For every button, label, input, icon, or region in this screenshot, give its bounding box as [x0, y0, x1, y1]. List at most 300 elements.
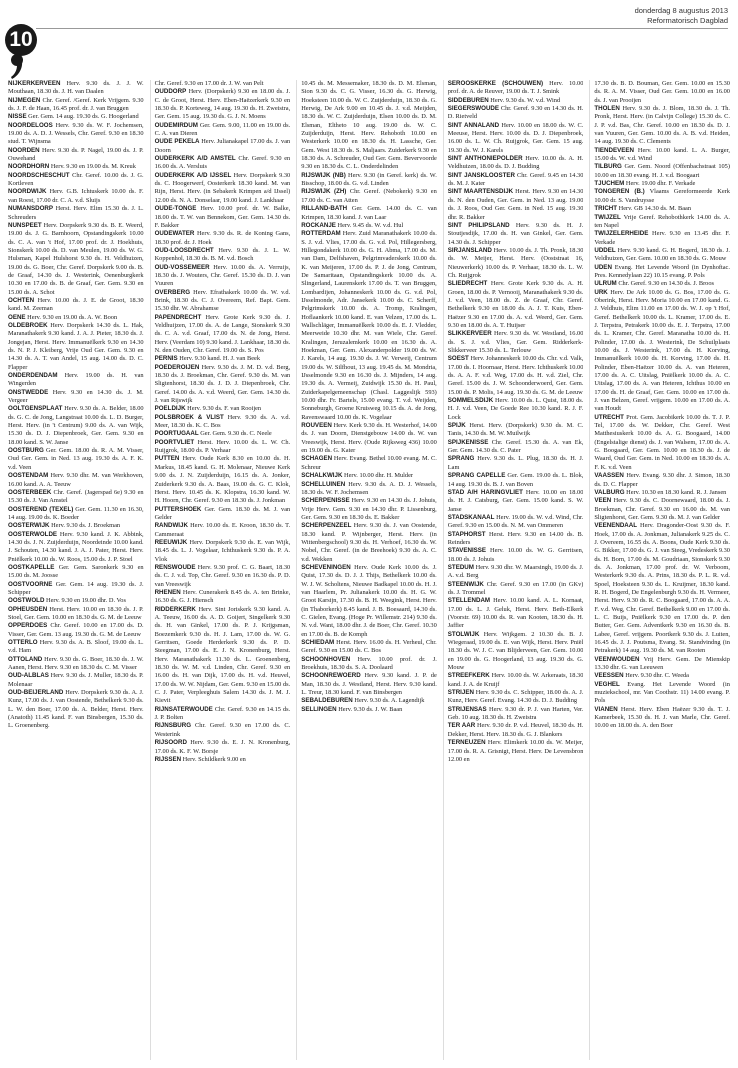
service-times: Chr. Geref. 9.30 en 14.15 ds. J. P. Bolten — [154, 705, 291, 722]
place-name: SCHERPENZEEL — [301, 522, 352, 530]
service-times: Herv. 9.30 prof. C. G. Baart, 18.30 ds. C. J. v.d. Top, Chr. Geref. 9.30 en 16.30 ds. P. D. van Vreeswijk — [154, 563, 291, 588]
service-times: Herv. 9.30 (in Geref. kerk) ds. W. Bisschop, 18.00 ds. G. v.d. Linden — [301, 171, 437, 188]
place-name: UDDEL — [594, 246, 616, 254]
service-entry — [448, 514, 584, 531]
service-times: Chr. Geref. 9.30 en 17.00 (in GKv) ds. J. Trommel — [447, 580, 584, 596]
service-entry — [155, 88, 291, 121]
place-name: RIJNSATERWOUDE — [154, 705, 213, 713]
place-name: ULRUM — [594, 280, 617, 288]
service-entry — [301, 697, 437, 705]
service-times: Herv. 10.00 ds. A. H. Veldhuizen, 18.00 ds. D. J. Budding — [447, 155, 584, 171]
service-entry — [594, 522, 730, 656]
service-times: Herv. 10.00 ds. J. E. de Groot, 18.30 kand. M. Zeeman — [8, 296, 144, 313]
place-name: TONGEREN (B.) — [594, 188, 645, 196]
place-name: SLIEDRECHT — [447, 280, 488, 288]
place-name: VALBURG — [594, 488, 625, 496]
service-times: Herst. Herv. Elim 15.30 ds. J. L. Schreuders — [8, 205, 144, 221]
place-name: OLDEBROEK — [8, 321, 48, 329]
place-name: OUDERKERK A/D IJSSEL — [154, 171, 232, 179]
service-times: Herst. Herv. 10.00 ds. L. W. Ch. Ruijgrok, 18.00 ds. P. Verhaar — [154, 438, 291, 455]
service-times: Chr. Geref. (Jagerspad 6e) 9.30 en 15.30 ds. J. Van Amstel — [8, 488, 144, 505]
place-name: POORTUGAAL — [154, 430, 199, 438]
service-times: Evang. Het Levende Woord (in Dynhoftac. Pres. Kennedylaan 22) 10.15 evang. P. Pols — [594, 263, 730, 279]
place-name: SCHALKWIJK — [301, 472, 343, 480]
service-times: Herv. 9.30 en 19.00 ds. M. Kreuk — [50, 163, 136, 171]
place-name: OUDEMIRDUM — [154, 121, 198, 129]
place-name: STEENWIJK — [447, 580, 484, 588]
service-entry — [301, 422, 437, 455]
place-name: VEENENDAAL — [594, 522, 638, 530]
service-entry — [301, 80, 437, 172]
service-entry — [155, 289, 291, 314]
service-entry — [448, 631, 584, 673]
service-times: Herv. 9.30 ds. H. J. Stoutjesdijk, 17.00 ds. H. van Ginkel, Ger. Gem. 14.30 ds. J. Schipper — [447, 221, 584, 246]
service-entry — [155, 455, 291, 505]
service-times: Herv. 9.45 ds. W. v.d. Hul — [337, 221, 404, 229]
service-times: Ger. Gem. 19.00 ds. L. Blok, 14 aug. 19.30 ds. B. J. van Boven — [447, 472, 584, 488]
service-entry — [301, 656, 437, 673]
service-times: Herv. 10.00 ds. E. Kroon, 18.30 ds. T. Cammeraat — [154, 522, 291, 538]
service-entry — [301, 564, 437, 639]
place-name: SCHIEDAM — [301, 639, 335, 647]
service-times: Herv. 9.30 ds. J. Muller, 18.30 ds. P. Molenaar — [8, 672, 144, 688]
service-entry — [594, 414, 730, 472]
service-entry — [594, 247, 730, 264]
place-name: OUDE-TONGE — [154, 205, 197, 213]
service-times: Herv. Evang. 9.30 dhr. J. Simon, 18.30 ds. D. C. Flapper — [594, 472, 730, 488]
page-header — [0, 0, 738, 80]
service-times: Herv. 9.30 dr. P. v.d. Heuvel, 18.30 ds. H. Dekker, Herst. Herv. 18.30 ds. G. J. Blankers — [447, 722, 584, 738]
place-name: OOLTGENSPLAAT — [8, 405, 63, 413]
service-times: Ger. Gem. 14 aug. 19.30 ds. G. Hoogerland — [28, 113, 139, 121]
service-times: Herv. 10.30 en 18.30 kand. R. J. Jansen — [626, 488, 727, 496]
place-name: OVERBERG — [154, 288, 191, 296]
service-entry — [155, 739, 291, 756]
listing-column — [589, 80, 730, 1060]
service-times: Chr. Geref. 9.30 en 17.00 ds. C. Westerink — [154, 722, 291, 738]
place-name: RILLAND-BATH — [301, 205, 348, 213]
service-times: Herv. 19.00 dhr. F. Verkade — [625, 180, 696, 188]
service-entry — [594, 214, 730, 231]
place-name: POELDIJK — [154, 405, 186, 413]
place-name: RANDWIJK — [154, 522, 188, 530]
place-name: RIDDERKERK — [154, 605, 196, 613]
service-entry — [8, 97, 144, 114]
service-entry — [448, 397, 584, 422]
service-entry — [8, 113, 144, 121]
service-times: Herv. Dorpskerk 9.30 ds. C. Hoogerwerf, Oosterkerk 18.30 kand. M. van Rijn, Herst. Herv. (in Sebakerk Krimpen a/d IJssel) 12.00 ds. N. A. Donselaar, 19.00 kand. J. Lankhaar — [154, 171, 291, 204]
place-name: RIJSWIJK (NB) — [301, 171, 346, 179]
service-times: Herv. 9.30 ds. J. Blom, 18.30 ds. J. Th. Pronk, Herst. Herv. (in Calvijn College) 15.30 ds. C. J. P. v.d. Bas, Chr. Geref. 10.00 en 18.30 ds. D. J. van Vuuren, Ger. Gem. 10.00 ds. A. B. v.d. Heiden, 14 aug. 19.30 ds. C. Clements — [594, 105, 730, 146]
service-times: Chr. Geref. 9.30 en 14.30 ds. H. D. Rietveld — [447, 105, 584, 121]
comma-logo-icon — [10, 54, 24, 80]
service-times: Herv. 10.00 ds. L. Quist, 18.00 ds. H. J. v.d. Veen, De Goede Ree 10.30 kand. R. J. F. Lock — [447, 397, 584, 421]
service-times: Herv. 9.30 ds. E. J. N. Kronenburg, 17.00 ds. K. F. W. Borsje — [154, 739, 291, 755]
place-name: STREEFKERK — [447, 672, 490, 680]
place-name: OOSTWOLD — [8, 597, 45, 605]
service-times: Herv. Dorpskerk 9.30 ds. E. van Wijk, 18.45 ds. L. J. Vogelaar, Ichthuskerk 9.30 ds. P. A. Vlok — [154, 538, 291, 563]
service-entry — [448, 97, 584, 105]
service-entry — [448, 706, 584, 723]
service-times: Ger. Gem. 18.00 ds. R. A. M. Visser, Oud Ger. Gem. in Ned. 13 aug. 19.30 ds. A. F. K. v.d. Veen — [8, 447, 144, 471]
service-entry — [301, 672, 437, 697]
place-name: ROUVEEN — [301, 422, 332, 430]
service-times: Herv. 9.30 ds. A. v.d. Meer, 18.30 ds. K. C. Bos — [154, 413, 291, 430]
header-publication: Reformatorisch Dagblad — [647, 16, 728, 25]
service-entry — [301, 455, 437, 472]
service-times: Herv. 9.30 en 13.45 dhr. F. Verkade — [594, 230, 730, 246]
place-name: UDEN — [594, 263, 612, 271]
place-name: SPIJKENISSE — [447, 438, 489, 446]
page-number-badge: 10 — [5, 24, 37, 56]
place-name: OUD-ALBLAS — [8, 672, 49, 680]
header-date: donderdag 8 augustus 2013 — [634, 6, 728, 15]
service-entry — [448, 531, 584, 548]
service-times: Ger. Gem. 14 aug. 19.30 ds. J. Schipper — [8, 580, 144, 596]
service-times: Herv. Kerk 9.30 ds. H. Westerhof, 14.00 ds. J. van Doorn, Dienstgebouw 14.00 ds. W. van Vreeswijk, Herst. Herv. (Oude Rijksweg 436) 10.00 en 19.00 ds. G. Kater — [301, 422, 437, 455]
service-times: Herv. 9.30 ds. A. Lagendijk — [354, 697, 425, 705]
service-entry — [155, 264, 291, 289]
service-entry — [594, 656, 730, 673]
place-name: SIEGERSWOUDE — [447, 105, 500, 113]
service-times: Herv. 9.30 dr. P. J. van Harten, Ver. Geb. 10 aug. 18.30 ds. H. Zweistra — [447, 705, 584, 722]
place-name: NISSE — [8, 113, 27, 121]
service-entry — [8, 163, 144, 171]
service-times: Ger. Gem. Noord (Offenbachstraat 105) 10.00 en 18.30 evang. H. J. v.d. Boogaart — [594, 163, 730, 179]
service-times: Evang. Het Levende Woord (in muziekschool, mr. Van Coothstr. 11) 14.00 evang. P. Pols — [594, 680, 730, 705]
service-entry — [155, 439, 291, 456]
place-name: TRICHT — [594, 205, 618, 213]
place-name: RENSWOUDE — [154, 563, 196, 571]
place-name: TWIJZELERHEIDE — [594, 230, 649, 238]
service-times: Herv. De Ark 10.00 ds. G. Bos, 17.00 ds. G. Oberink, Herst. Herv. Moria 10.00 en 17.00 kand. G. J. Veldhuis, Elim 11.00 en 17.00 ds. W. J. op 't Hof, Geref. Bethelkerk 10.00 ds. L. Kramer, 17.00 ds. E. J. Terpstra, Petrakerk 10.00 ds. E. J. Terpstra, 17.00 ds. L. Kramer, Chr. Geref. Maranatha 10.00 ds. H. Polinder, 17.00 ds. J. Westerink, De Schuilplaats 10.00 ds. J. Westerink, 17.00 ds. H. Korving, Immanuëlkerk 10.00 ds. H. Korving, 17.00 ds. H. Polinder, Eben-Haëzer 10.00 ds. A. van Heteren, 17.00 ds. A. C. Uitslag, Pniëlkerk 10.00 ds. A. C. Uitslag, 17.00 ds. A. van Heteren, Ichthus 10.00 en 17.00 ds. H. de Graaf, Ger. Gem. 10.00 en 17.00 ds. J. van Belzen, Geref. vrijgem. 10.00 en 17.00 ds. A. van Houdt — [594, 288, 730, 413]
place-name: STAD A/H HARINGVLIET — [447, 488, 523, 496]
place-name: POORTVLIET — [154, 438, 195, 446]
place-name: OOSTENDAM — [8, 472, 49, 480]
place-name: ROTTERDAM — [301, 230, 341, 238]
service-times: Herv. 9.30 ds. J. Broekman — [51, 522, 121, 530]
place-name: OOSTVOORNE — [8, 580, 53, 588]
place-name: PAPENDRECHT — [154, 313, 202, 321]
service-entry — [594, 289, 730, 414]
service-times: Chr. Geref. 9.30 en 14.30 ds. J. Broos — [618, 280, 714, 288]
place-name: RIJSWIJK (ZH) — [301, 188, 347, 196]
place-name: TWIJZEL — [594, 213, 621, 221]
service-times: Chr. Geref. (Nebokerk) 9.30 en 17.00 ds. C. van Atten — [301, 188, 437, 204]
place-name: OPPERDOES — [8, 622, 48, 630]
service-times: Herv. 9.30 ds. A. D. J. Wessels, 18.30 ds. W. F. Jochemsen — [301, 480, 437, 496]
service-times: Herv. 9.30 ds. F. van Rooijen — [187, 405, 262, 413]
service-entry — [301, 497, 437, 522]
service-times: Herv. Schildkerk 9.00 en — [182, 755, 246, 763]
service-times: Herv. GB 14.30 ds. M. Baan — [618, 205, 692, 213]
service-times: Herv. 9.30 en 19.00 dhr. D. Vos — [46, 597, 126, 605]
service-entry — [301, 472, 437, 480]
service-entry — [8, 522, 144, 530]
service-times: Herv. 9.30 kand. J. P. de Man, 18.30 ds. J. Westland, Herst. Herv. 9.30 kand. L. Treur, 18.30 kand. F. van Binsbergen — [301, 672, 437, 697]
service-times: Herv. 9.30 ds. J. M. D. v.d. Berg, 18.30 ds. J. Broekman, Chr. Geref. 9.30 ds. M. van Sligtenhorst, 18.30 ds. J. D. J. Diepenbroek, Chr. Geref. 14.00 ds. A. v.d. Weerd, Ger. Gem. 14.30 ds. J. van Rijswijk — [154, 363, 291, 405]
service-times: Herv. Zuid Maranathakerk 10.00 ds. S. J. v.d. Vlies, 17.00 ds. G. v.d. Pol, Hillegersberg, Hillegondakerk 10.00 ds. G. H. Abma, 17.00 ds. M. van Dam, Delfshaven, Pelgrimvaderskerk 10.00 ds. K. van Meijeren, 17.00 ds. P. J. de Jong, Centrum, De Samaritaan, Opstandingskerk 10.00 ds. A. Slingerland, Laurenskerk 17.00 ds. T. van Bruggen, Lombardijen, Johanneskerk 10.00 ds. G. v.d. Pol, IJsselmonde, Adr. Jansekerk 10.00 ds. C. Scherff, Pelgrimskerk 10.00 ds. A. Tromp, Kralingen, Hoflaankerk 10.00 kand. E. van Velzen, 17.00 ds. L. Wallschläger, Immanuëlkerk 10.00 ds. E. J. Vledder, Meerweide 10.30 dhr. M. van Wiele, Chr. Geref. Kralingen, Jeruzalemkerk 10.00 en 16.30 ds. A. Hoekman, Ger. Gem. Alexanderpolder 19.00 ds. W. J. Karels, 14 aug. 19.30 ds. J. W. Verweij, Centrum 19.00 ds. W. Silfhout, 13 aug. 19.45 ds. M. Mondria, IJsselmonde 9.30 en 16.30 ds. J. Mijnders, 14 aug. 19.30 ds. A. Vermeij, Zuidwijk 15.30 ds. H. Paul, Zuiderkapelgemeenschap (Chasl. Laggeslijk 593) 10.00 dhr. Fr. Bartels, 15.00 evang. T. v.d. Weijden, Sonneburgh, Groene Kruisweg 10.15 ds. A. de Jong, Ravenswaard 10.00 ds. K. Vogelaar — [301, 230, 437, 421]
service-entry — [448, 105, 584, 122]
service-entry — [8, 297, 144, 314]
service-times: Herv. 10.00 prof. dr. A. de Reuver, 19.00 ds. T. J. Smink — [447, 80, 584, 96]
place-name: UTRECHT — [594, 413, 624, 421]
place-name: OOSTERBEEK — [8, 488, 52, 496]
place-name: OCHTEN — [8, 296, 35, 304]
service-entry — [448, 581, 584, 598]
service-entry — [155, 405, 291, 413]
service-entry — [448, 172, 584, 189]
place-name: STRIJEN — [447, 689, 474, 697]
service-times: Chr. Geref. 9.30 en 16.00 ds. A. Versluis — [154, 155, 291, 171]
service-entry — [155, 414, 291, 431]
service-entry — [448, 439, 584, 456]
service-entry — [594, 230, 730, 247]
service-entry — [448, 355, 584, 397]
service-entry — [8, 322, 144, 372]
service-entry — [301, 230, 437, 422]
service-times: Herv. 9.30 dhr. W. Maarsingh, 19.00 ds. J. A. v.d. Berg — [447, 563, 584, 580]
service-times: Herv. 9.30 ds. J. L. W. Koppenhol, 18.30 ds. B. M. v.d. Bosch — [154, 246, 291, 263]
service-entry — [155, 138, 291, 155]
service-times: Ger. Gem. 11.30 en 16.30, 14 aug. 19.00 ds. K. Boeder — [8, 505, 144, 521]
service-times: Herst. Herv. (Dorpskerk) 9.30 ds. M. C. Tanis, 14.30 ds. M. W. Muilwijk — [447, 422, 584, 438]
service-entry — [155, 506, 291, 523]
service-entry — [8, 372, 144, 389]
service-entry — [155, 539, 291, 564]
church-services-listing — [8, 80, 730, 1060]
place-name: NUNSPEET — [8, 221, 42, 229]
service-times: Herv. 9.30 en 19.00 ds. A. W. Boon — [27, 313, 118, 321]
listing-column — [296, 80, 437, 1060]
service-entry — [8, 597, 144, 605]
place-name: VIANEN — [594, 705, 618, 713]
service-entry — [594, 147, 730, 164]
service-times: Herst. Herv. 9.30 en 14.30 ds. N. den Ouden, Ger. Gem. in Ned. 13 aug. 19.00 ds. J. Roos, Oud Ger. Gem. in Ned. 15 aug. 19.30 dhr. R. Bakker — [447, 188, 584, 221]
place-name: OOSTKAPELLE — [8, 563, 55, 571]
service-times: Ger. Gem. 14.00 ds. C. van Krimpen, 18.30 kand. J. van Laar — [301, 205, 437, 221]
service-times: Herv. Dragonder-Oost 9.30 ds. F. Hoek, 17.00 ds. A. Jonkman, Julianakerk 9.25 ds. C. J. Overeem, 16.55 ds. A. Boons, Oude Kerk 9.30 ds. G. Bikker, 17.00 ds. G. J. van Steeg, Vredeskerk 9.30 ds. H. Born, 17.00 ds. M. Goudriaan, Sionskerk 9.30 ds. A. Jonkman, 17.00 prof. dr. W. Verboom, Westerkerk 9.30 ds. A. Prins, 18.30 ds. P. L. R. v.d. Spoel, Hoeksteen 9.30 ds. L. Kruijmer, 18.30 kand. R. H. Bogerd, De Engelenburgh 9.30 ds. H. Vermeer, Herst. Herv. 9.30 ds. R. C. Boogaard, 17.00 ds. A. A. F. v.d. Weg, Chr. Geref. Bethelkerk 9.00 en 17.00 ds. L. C. Buijs, Pniëlkerk 9.30 en 17.00 ds. P. den Butter, Ger. Gem. Adventkerk 9.30 en 16.30 ds. B. Labee, Geref. vrijgem. Poortkerk 9.30 ds. J. Luiten, 16.45 ds. J. J. Poutsma, Evang. St. Standvindng (in Petrakerk) 14 aug. 19.30 ds. M. van Rooten — [594, 522, 730, 655]
place-name: SPRANG — [447, 455, 475, 463]
service-entry — [8, 447, 144, 472]
service-entry — [448, 489, 584, 514]
place-name: SINT MAARTENSDIJK — [447, 188, 514, 196]
place-name: PUTTERSHOEK — [154, 505, 202, 513]
service-entry — [448, 689, 584, 706]
service-entry — [301, 222, 437, 230]
place-name: NOORDELOOS — [8, 121, 53, 129]
service-entry — [155, 314, 291, 356]
service-entry — [594, 497, 730, 522]
service-times: Herst. Herv. 9.30 en 14.00 ds. B. Reinders — [447, 530, 584, 546]
service-times: Herv. 10.00 ds. W. G. Gerritsen, 18.00 ds. J. Johuis — [447, 547, 584, 563]
place-name: ONSTWEDDE — [8, 388, 49, 396]
place-name: SCHOONHOVEN — [301, 655, 351, 663]
service-entry — [155, 247, 291, 264]
service-entry — [8, 389, 144, 406]
service-times: Herv. 10.00 kand. L. A. Burger, 15.00 ds. W. v.d. Wind — [594, 146, 730, 163]
place-name: POEDEROIJEN — [154, 363, 200, 371]
service-times: Herv. 9.30 ds. J. van Oostende, 18.30 kand. P. Wijnberger, Herst. Herv. (in Wittenbergschool) 9.30 ds. H. Verhoef, 16.30 ds. W. Nobel, Chr. Geref. (in de Breehoek) 9.30 ds. A. C. v.d. Wekken — [301, 522, 437, 563]
service-entry — [155, 706, 291, 723]
place-name: OUDERKERK A/D AMSTEL — [154, 155, 236, 163]
place-name: VEGHEL — [594, 680, 620, 688]
service-times: Herv. Dorpskerk 9.30 ds. A. J. Kunz, 17.00 ds. J. van Oostende, Bethelkerk 9.30 ds. L. W. den Boer, 17.00 ds. A. Belder, Herst. Herv. (Anatoth) 11.45 kand. F. van Binsbergen, 15.30 ds. L. Groenenberg. — [8, 689, 144, 730]
place-name: STAPHORST — [447, 530, 486, 538]
service-times: Herv. 10.00 ds. J. Th. Pronk, 18.30 ds. W. Meijer, Herst. Herv. (Ooststraat 16, Nieuwerkerk) 10.00 ds. P. Verhaar, 18.30 ds. L. W. Ch. Ruijgrok — [447, 246, 584, 279]
service-times: 10.45 ds. M. Messemaker, 18.30 ds. D. M. Elsman, Sion 9.30 ds. C. G. Visser, 16.30 ds. G. Herwig, Hoeksteen 10.00 ds. W. C. Zuijderduijn, 18.30 ds. G. Herwig, De Ark 9.00 en 10.45 ds. J. v.d. Meijden, 18.30 ds. W. C. Zuijderduijn, Elsen 10.00 ds. D. M. Elsman, Eltheto 10 aug. 19.00 ds. W. C. Zuijderduijn, Herst. Herv. Rehoboth 10.00 en Westerkerk 10.00 en 18.30 ds. H. Lassche, Ger. Gem. West 18.30 ds. S. Maljaars. Zuiderkerk 9.30 en 18.30 ds. A. Schreuder, Oud Ger. Gem. Bevervoorde 9.30 en 18.30 ds. C. L. Onderdelinden — [301, 80, 437, 171]
place-name: STRIJENSAS — [447, 705, 487, 713]
listing-column — [443, 80, 584, 1060]
place-name: SCHEVENINGEN — [301, 563, 351, 571]
service-entry — [155, 522, 291, 539]
place-name: URK — [594, 288, 608, 296]
service-entry — [301, 639, 437, 656]
service-entry — [594, 105, 730, 147]
service-times: Herv. Sint Joriskerk 9.30 kand. A. A. Teeuw, 16.00 ds. A. D. Goijert, Singelkerk 9.30 ds. H. van Ginkel, 17.00 ds. P. J. Krijgsman, Boezemkerk 9.30 ds. H. J. Lam, 17.00 ds. W. G. Gerritsen, Goede Herderkerk 9.30 ds. P. D. Steegman, 17.00 ds. E. J. N. Kronenburg, Herst. Herv. Maranathakerk 11.30 ds. L. Groenenberg, 18.30 ds. W. M. v.d. Linden, Chr. Geref. 9.30 en 16.00 ds. H. van Dijk, 17.00 ds. H. v.d. Heuvel, 17.00 ds. W. W. Nijdam, Ger. Gem. 9.30 en 15.00 ds. C. J. Pater, Verpleeghuis Salem 14.30 ds. J. M. J. Kievit — [154, 605, 291, 705]
service-times: Herv. Julianakapel 17.00 ds. J. van Doorn — [154, 138, 291, 154]
service-entry — [8, 222, 144, 297]
service-times: Herv. 9.30 kand. G. H. Bogerd, 18.30 ds. J. Veldhuizen, Ger. Gem. 10.00 en 18.30 ds. G. Mouw — [594, 246, 730, 263]
place-name: SINT ANNALAND — [447, 121, 500, 129]
service-times: Herv. Oude Kerk 10.00 ds. J. Quist, 17.30 ds. D. J. J. Thijs, Bethelkerk 10.00 ds. W. J. W. Scholtens, Nieuwe Badkapel 10.00 ds. H. J. van Haarlem, Pr. Julianakerk 10.00 ds. H. G. W. Groot Karsijn, 17.30 ds. B. H. Weegink, Herst. Herv. (in Thaborkerk) 8.45 kand. J. B. Boesaard, 14.30 ds. C. Gielen, Evang. (Hoge Pr. Willemstr. 214) 9.30 ds. N. v.d. Want, 18.00 dhr. J. de Boer, Chr. Geref. 10.30 en 17.00 ds. B. de Komph — [301, 563, 437, 638]
service-entry — [448, 564, 584, 581]
service-times: Herv. Dorpskerk 14.30 ds. L. Hak, Maranathakerk 9.30 kand. J. A. J. Pieter, 18.30 ds. J. Jongejan, Herst. Herv. Immanuëlkerk 9.30 en 14.30 ds. N. P. J. Kleiberg, Vrije Oud Ger. Gem. 9.30 en 14.30 ds. A. T. van Andel, 15 aug. 14.00 ds. D. C. Flapper — [8, 321, 144, 371]
service-entry — [301, 481, 437, 498]
service-times: Herv. 9.30 ds. A. B. Sloof, 19.00 ds. L. v.d. Ham — [8, 639, 144, 655]
service-times: Vrije Geref. Rehobothkerk 14.00 ds. A. ten Napel — [594, 213, 730, 229]
service-entry — [594, 80, 730, 105]
service-times: Ger. Gem. Saronkerk 9.30 en 15.00 ds. M. Joosse — [8, 563, 144, 580]
place-name: VAASSEN — [594, 472, 624, 480]
service-entry — [155, 355, 291, 363]
service-times: Herv. Johanneskerk 10.00 ds. Chr. v.d. Valk, 17.00 ds. I. Hoornaar, Herst. Herv. Ichthuskerk 10.00 ds. A. A. F. v.d. Weg, 17.00 ds. H. v.d. Ziel, Chr. Geref. 15.00 ds. J. W. Schoonderwoerd, Ger. Gem. 15.00 ds. P. Molis, 14 aug. 19.30 ds. G. M. de Leeuw — [447, 355, 584, 396]
service-entry — [8, 689, 144, 731]
place-name: REEUWIJK — [154, 538, 188, 546]
service-entry — [155, 364, 291, 406]
place-name: STAVENISSE — [447, 547, 487, 555]
service-entry — [8, 531, 144, 564]
place-name: SELLINGEN — [301, 705, 337, 713]
place-name: TIENDEVEEN — [594, 146, 634, 154]
place-name: TJUCHEM — [594, 180, 625, 188]
place-name: PERNIS — [154, 355, 178, 363]
service-times: Herv. 10.00 ds. A. Verruijs, 18.30 ds. J. Wouters, Chr. Geref. 15.30 ds. D. J. van Vuuren — [154, 263, 291, 288]
place-name: OUDEWATER — [154, 230, 195, 238]
place-name: TILBURG — [594, 163, 622, 171]
service-entry — [155, 172, 291, 205]
service-times: Herst. Herv. 16.00 ds. H. Verheul, Chr. Geref. 9.30 en 15.00 ds. C. Bos — [301, 639, 437, 655]
service-entry — [155, 722, 291, 739]
service-times: Herv. Grote Kerk 9.30 ds. A. H. Groen, 18.00 ds. P. Vernooij, Maranathakerk 9.30 ds. J. v.d. Veen, 18.00 ds. Z. de Graaf, Chr. Geref. Bethelkerk 9.30 en 18.00 ds. A. J. T. Kuis, Eben-Haëzer 9.30 en 17.00 ds. A. v.d. Weerd, Ger. Gem. 9.30 en 18.00 ds. A. T. Huijser — [447, 280, 584, 329]
service-entry — [594, 280, 730, 288]
service-times: Chr. Geref. 9.45 en 14.30 ds. M. J. Kater — [447, 171, 584, 188]
place-name: SINT JANSKLOOSTER — [447, 171, 515, 179]
place-name: ONDERDENDAM — [8, 372, 58, 380]
service-entry — [448, 722, 584, 739]
service-times: Herv. 10.00 en 18.00 ds. W. C. Meeuse, Herst. Herv. 10.00 ds. D. J. Diepenbroek, 16.00 ds. L. W. Ch. Ruijgrok, Ger. Gem. 15 aug. 19.30 ds. W. J. Karels — [447, 121, 584, 154]
service-entry — [448, 222, 584, 247]
place-name: SCHERPENISSE — [301, 497, 350, 505]
service-times: Prot. Gem. Jacobikerk 10.00 ds. T. J. P. Tel, 17.00 ds. W. Dekker, Chr. Geref. West Matthesiuskerk 10.00 ds. A. G. Boogaard, 14.00 (Engelstalige dienst) ds. J. van Walsem, 17.00 ds. A. G. Boogaard, Ger. Gem. 10.00 en 18.30 ds. J. de Waard, Oud Ger. Gem. in Ned. 10.00 en 18.30 ds. A. F. K. v.d. Veen — [594, 413, 730, 471]
service-entry — [594, 706, 730, 731]
service-entry — [594, 188, 730, 205]
place-name: SINT ANTHONIEPOLDER — [447, 155, 523, 163]
service-entry — [594, 163, 730, 180]
service-times: Herv. 10.00 prof. dr. J. Broekhuis, 18.30 ds. S. A. Doolaard — [301, 655, 437, 672]
service-entry — [594, 180, 730, 188]
service-entry — [155, 430, 291, 438]
service-entry — [8, 489, 144, 506]
service-entry — [448, 547, 584, 564]
place-name: PUTTEN — [154, 455, 180, 463]
listing-column — [8, 80, 144, 1060]
service-entry — [8, 172, 144, 189]
service-times: Chr. Geref. /Geref. Kerk Vrijgem. 9.30 ds. J. F. de Haan, 16.45 prof. dr. J. van Bruggen — [8, 96, 144, 113]
service-entry — [8, 188, 144, 205]
service-entry — [8, 147, 144, 164]
service-entry — [448, 80, 584, 97]
service-times: Herv. 9.30 ds. J. W. Baan — [338, 705, 403, 713]
place-name: RIJNSBURG — [154, 722, 192, 730]
place-name: OUD-VOSSEMEER — [154, 263, 210, 271]
service-times: Herv. Elimkerk 10.00 ds. W. Meijer, 17.00 ds. R. A. Grisnigt, Herst. Herv. De Levensbron 12.00 en — [447, 739, 584, 763]
place-name: OTTERLO — [8, 639, 38, 647]
service-entry — [301, 522, 437, 564]
service-entry — [301, 205, 437, 222]
service-entry — [8, 564, 144, 581]
place-name: RIJSOORD — [154, 739, 187, 747]
service-entry — [155, 564, 291, 589]
place-name: SLIKKERVEER — [447, 330, 492, 338]
service-times: 17.30 ds. B. D. Bouman, Ger. Gem. 10.00 en 15.30 ds. R. A. M. Visser, Oud Ger. Gem. 10.00 en 16.00 ds. J. van Prooijen — [594, 80, 730, 104]
service-times: Herv. 9.30 ds. P. Nagel, 19.00 ds. J. P. Ouwehand — [8, 146, 144, 163]
service-entry — [8, 405, 144, 447]
service-times: Herv. 9.30 ds. C. Schipper, 18.00 ds. A. J. Kunz, Herv. Geref. Evang. 14.30 ds. D. J. Budding — [447, 689, 584, 705]
service-times: Herv. 9.30 ds. R. de Koning Gans, 18.30 prof. dr. J. Hoek — [154, 230, 291, 246]
service-times: Vrij Herv. Gem. De Mienskip 13.30 dhr. G. van Leeuwen — [594, 655, 730, 672]
place-name: OUD-LOOSDRECHT — [154, 246, 214, 254]
service-entry — [155, 155, 291, 172]
service-entry — [594, 672, 730, 680]
service-entry — [448, 247, 584, 280]
place-name: RHENEN — [154, 588, 181, 596]
service-entry — [594, 472, 730, 489]
service-entry — [448, 472, 584, 489]
service-entry — [448, 422, 584, 439]
service-entry — [8, 606, 144, 623]
service-entry — [155, 122, 291, 139]
place-name: SPIJK — [447, 422, 466, 430]
place-name: TERNEUZEN — [447, 739, 486, 747]
place-name: OUD-BEIJERLAND — [8, 689, 64, 697]
service-entry — [8, 639, 144, 656]
service-entry — [155, 606, 291, 706]
service-times: Herv. 9.30 ds. W. Westland, 16.00 ds. S. J. v.d. Vlies, Ger. Gem. Ridderkerk-Slikkerveer 15.30 ds. L. Terlouw — [447, 330, 584, 354]
service-times: Vlaams Gereformeerde Kerk 10.00 dr. S. Vandruysse — [594, 188, 730, 204]
service-times: Herv. 9.30 en 14.30 ds. J. M. Vergeer — [8, 388, 144, 405]
service-entry — [594, 489, 730, 497]
service-times: Herv. 10.00 en 18.00 ds. H. J. Catsburg, Ger. Gem. 15.00 kand. S. W. Janse — [447, 488, 584, 513]
service-times: Herv. 9.30 ds. A. Belder, 18.00 ds. G. C. de Jong, Langstraat 10.00 ds. L. D. Burger, Herst. Herv. (in 't Centrum) 9.00 ds. A. van Wijk, 15.30 ds. D. J. Diepenbroek, Ger. Gem. 9.30 en 18.00 kand. S. W. Janse — [8, 405, 144, 446]
service-times: Herv. Dorpskerk 9.30 ds. B. E. Weerd, 19.00 ds. J. G. Barnhoorn, Opstandingskerk 10.00 ds. C. A. van 't Hof, 17.00 prof. dr. J. Hoekhuis, Sionskerk 10.00 ds. D. van Meulen, 19.00 ds. W. G. Hulsman, Kapel Hulshorst 9.30 ds. H. Veldhuizen, 19.00 ds. G. Boer, Chr. Geref. Dorpskerk 9.00 ds. B. de Graaf, 14.30 ds. J. Westerink, Oenenburgkerk 10.30 en 17.00 ds. B. de Graaf, Ger. Gem. 9.30 en 15.00 ds. A. Schot — [8, 221, 144, 296]
place-name: NOORDSCHESCHUT — [8, 171, 70, 179]
service-times: Herv. Efrathakerk 10.00 ds. W. v.d. Brink, 18.30 ds. C. J. Overeem, Ref. Bapt. Gem. 15.30 dhr. W. Abrahamse — [154, 288, 291, 313]
listing-column — [150, 80, 291, 1060]
service-entry — [8, 622, 144, 639]
service-entry — [448, 280, 584, 330]
service-entry — [448, 188, 584, 221]
